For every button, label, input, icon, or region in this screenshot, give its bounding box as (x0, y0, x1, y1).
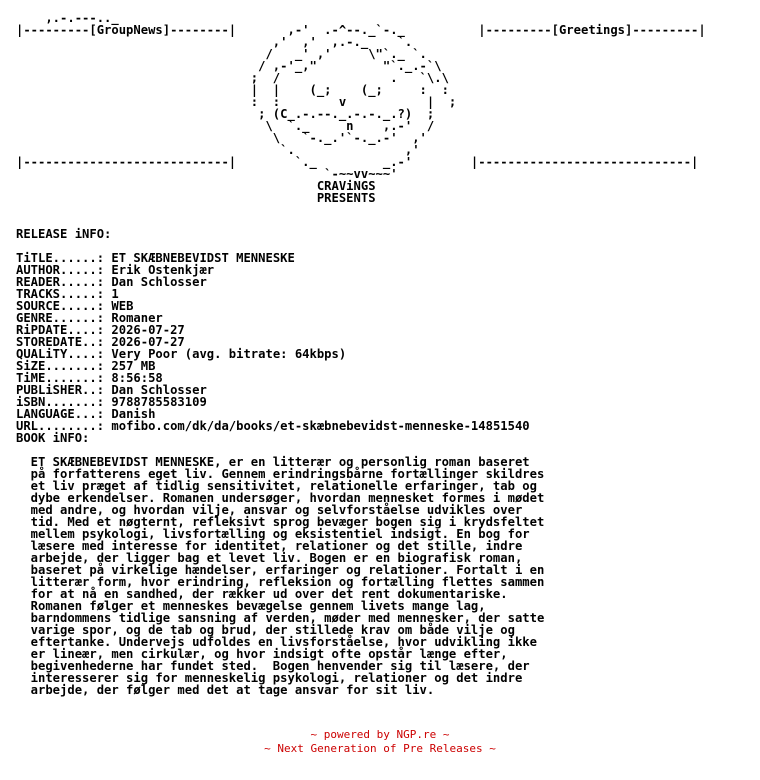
book-info-line: begivenhederne har fundet sted. Bogen henvender sig til læsere, der (16, 659, 530, 673)
book-info-line: er lineær, men cirkulær, og hvor indsigt ofte opstår længe efter, (16, 647, 508, 661)
release-field-value: WEB (104, 299, 134, 313)
release-field-label: LANGUAGE...: (16, 407, 105, 421)
release-field-value: 2026-07-27 (104, 323, 185, 337)
book-info-line: Romanen følger et menneskes bevægelse gennem livets mange lag, (16, 599, 486, 613)
release-field-row (16, 420, 706, 432)
release-field-value: Erik Ostenkjær (104, 263, 215, 277)
book-info-line: eftertanke. Undervejs udfoldes en livsforståelse, hvor udvikling ikke (16, 635, 537, 649)
release-field-label: READER.....: (16, 275, 105, 289)
book-info-line: ET SKÆBNEBEVIDST MENNESKE, er en litterær og personlig roman baseret (16, 455, 530, 469)
release-field-row (16, 276, 706, 288)
release-field-value: Very Poor (avg. bitrate: 64kbps) (104, 347, 347, 361)
release-field-value: 1 (104, 287, 119, 301)
book-info-line: for at nå en sandhed, der rækker ud over det rent dokumentariske. (16, 587, 508, 601)
ascii-art-line: \ `-._.'`-._.-' ,' (16, 131, 464, 145)
book-info-line: mellem psykologi, livsfortælling og eksistentiel indsigt. En bog for (16, 527, 530, 541)
footer-powered-by[interactable]: ~ powered by NGP.re ~ (310, 728, 450, 741)
release-field-value: Romaner (104, 311, 163, 325)
ascii-art-line: `. ,' (16, 143, 471, 157)
ascii-art-line: ; / . `\.\ (16, 71, 486, 85)
ascii-art-line: ; (C_.-.--._.-.-._.?) ; (16, 107, 449, 121)
book-info-line: varige spor, og de tab og brud, der stillede krav om både vilje og (16, 623, 515, 637)
ascii-art-line: ,' ,' ,.-._ `. (16, 35, 493, 49)
ascii-art-line: / ,-'_," "`._.-`\ (16, 59, 486, 73)
book-info-line: baseret på virkelige hændelser, erfaringer og relationer. Fortalt i en (16, 563, 545, 577)
release-field-value: mofibo.com/dk/da/books/et-skæbnebevidst-menneske-14851540 (104, 419, 530, 433)
book-info-line: arbejde, der ligger bag et levet liv. Bogen er en biografisk roman, (16, 551, 523, 565)
ascii-art-line: |----------------------------| `._ _.-' |-----------------------------| (16, 155, 699, 169)
release-field-label: RiPDATE....: (16, 323, 105, 337)
book-info-line: litterær form, hvor erindring, refleksion og fortælling flettes sammen (16, 575, 545, 589)
nfo-document (16, 0, 706, 696)
book-info-line: tid. Med et nøgternt, refleksivt sprog bevæger bogen sig i krydsfeltet (16, 515, 545, 529)
ascii-art-line: \ `._ n ,.-' / (16, 119, 464, 133)
release-field-label: iSBN.......: (16, 395, 105, 409)
release-field-value: 9788785583109 (104, 395, 207, 409)
ascii-art-line: PRESENTS (16, 191, 457, 205)
ascii-art-line: `-~~vv~~~' (16, 167, 457, 181)
release-field-value: Dan Schlosser (104, 275, 207, 289)
release-field-value: 257 MB (104, 359, 156, 373)
book-info-line: et liv præget af tidlig sensitivitet, relationelle erfaringer, tab og (16, 479, 537, 493)
book-info-heading: BOOK iNFO: (16, 431, 90, 445)
release-field-label: URL........: (16, 419, 105, 433)
book-info-text (16, 456, 706, 696)
release-field-label: TiTLE......: (16, 251, 105, 265)
release-field-value: 2026-07-27 (104, 335, 185, 349)
release-field-value: ET SKÆBNEBEVIDST MENNESKE (104, 251, 295, 265)
release-field-label: SOURCE.....: (16, 299, 105, 313)
ascii-art-header (16, 0, 706, 204)
footer-tagline: ~ Next Generation of Pre Releases ~ (264, 742, 496, 755)
release-field-label: QUALiTY....: (16, 347, 105, 361)
release-info-fields (16, 252, 706, 432)
ascii-art-line: | | (_; (_; : : (16, 83, 479, 97)
release-field-label: TRACKS.....: (16, 287, 105, 301)
book-info-line: dybe erkendelser. Romanen undersøger, hvordan mennesket formes i mødet (16, 491, 545, 505)
ascii-art-line: |---------[GroupNews]--------| ,-' .-^--._`-._ |---------[Greetings]---------| (16, 23, 706, 37)
ascii-art-line: / _' ,' \"`._ `. (16, 47, 493, 61)
release-field-label: TiME.......: (16, 371, 105, 385)
book-info-line: barndommens tidlige sansning af verden, møder med mennesker, der satte (16, 611, 545, 625)
book-info-line: interesserer sig for menneskelig psykologi, relationer og det indre (16, 671, 523, 685)
book-info-line: læsere med interesse for identitet, relationer og det stille, indre (16, 539, 523, 553)
release-field-label: AUTHOR.....: (16, 263, 105, 277)
release-field-value: Danish (104, 407, 156, 421)
release-field-label: STOREDATE..: (16, 335, 105, 349)
release-field-label: SiZE.......: (16, 359, 105, 373)
book-info-line: med andre, og hvordan vilje, ansvar og selvforståelse udvikles over (16, 503, 523, 517)
book-info-line: arbejde, der følger med det at tage ansvar for sit liv. (16, 683, 435, 697)
release-info-heading: RELEASE iNFO: (16, 227, 112, 241)
ascii-art-line: : : v | ; (16, 95, 479, 109)
release-field-value: 8:56:58 (104, 371, 163, 385)
release-field-label: PUBLiSHER..: (16, 383, 105, 397)
ascii-art-line: CRAViNGS (16, 179, 457, 193)
release-field-value: Dan Schlosser (104, 383, 207, 397)
book-info-line: på forfatterens eget liv. Gennem erindringsbårne fortællinger skildres (16, 467, 545, 481)
ascii-art-line: ,.-.---.._ (16, 11, 435, 25)
release-field-label: GENRE......: (16, 311, 105, 325)
